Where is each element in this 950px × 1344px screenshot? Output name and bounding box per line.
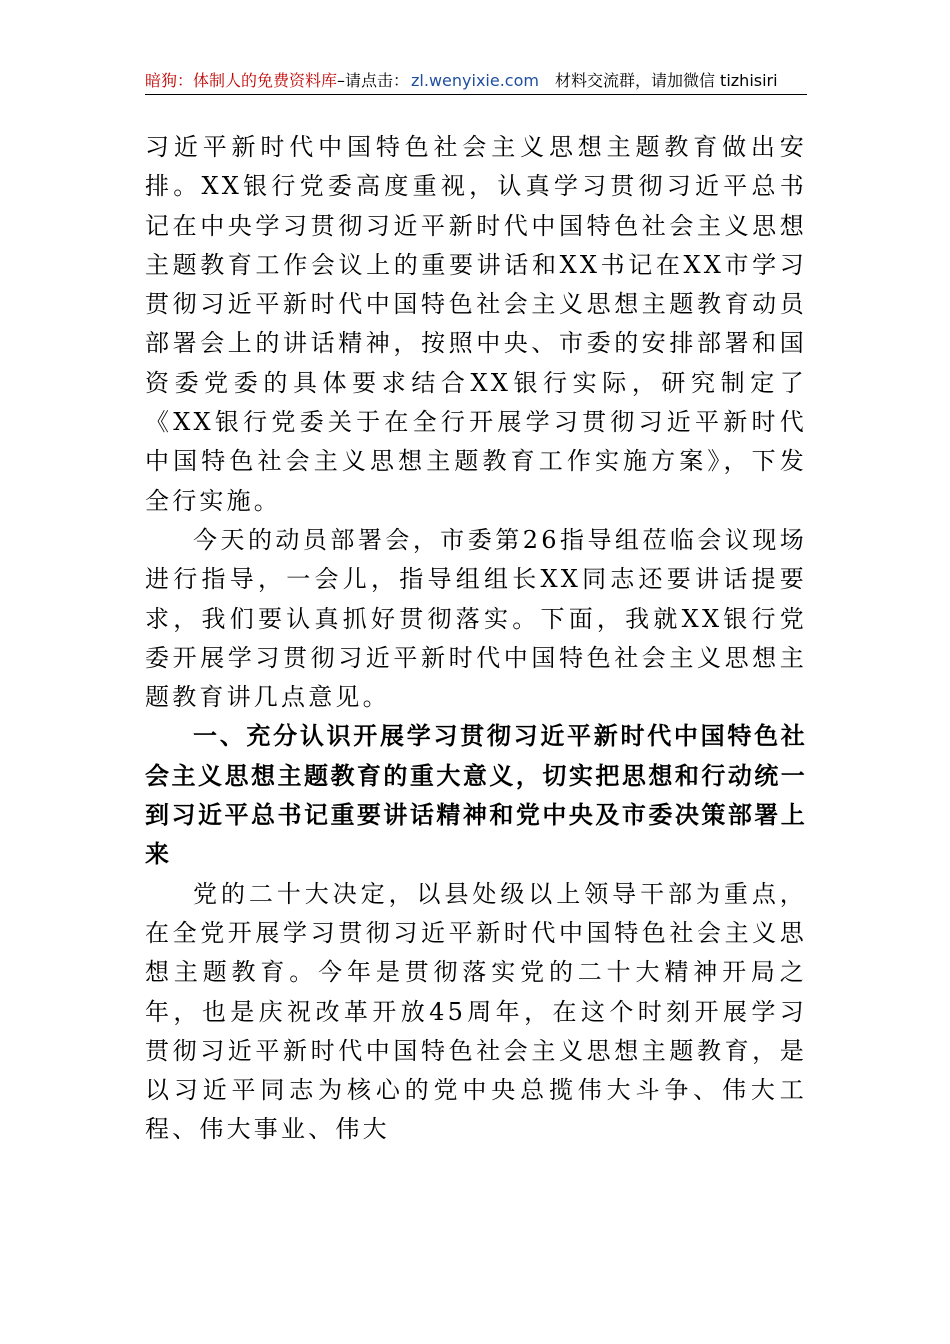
section-heading: 一、充分认识开展学习贯彻习近平新时代中国特色社会主义思想主题教育的重大意义，切实把思想和行动统一到习近平总书记重要讲话精神和党中央及市委决策部署上来 — [145, 722, 807, 869]
header-group-note: 材料交流群，请加微信 tizhisiri — [554, 71, 778, 90]
page-header — [145, 68, 807, 95]
document-body — [145, 128, 807, 1150]
header-website-link[interactable]: zl.wenyixie.com — [411, 71, 539, 90]
body-paragraph: 今天的动员部署会，市委第26指导组莅临会议现场进行指导，一会儿，指导组组长XX同志还要讲话提要求，我们要认真抓好贯彻落实。下面，我就XX银行党委开展学习贯彻习近平新时代中国特色社会主义思想主题教育讲几点意见。 — [145, 525, 807, 712]
body-paragraph: 习近平新时代中国特色社会主义思想主题教育做出安排。XX银行党委高度重视，认真学习贯彻习近平总书记在中央学习贯彻习近平新时代中国特色社会主义思想主题教育工作会议上的重要讲话和XX书记在XX市学习贯彻习近平新时代中国特色社会主义思想主题教育动员部署会上的讲话精神，按照中央、市委的安排部署和国资委党委的具体要求结合XX银行实际，研究制定了《XX银行党委关于在全行开展学习贯彻习近平新时代中国特色社会主义思想主题教育工作实施方案》，下发全行实施。 — [145, 133, 807, 515]
header-prompt-text: –请点击： — [337, 71, 410, 90]
section-paragraph: 党的二十大决定，以县处级以上领导干部为重点，在全党开展学习贯彻习近平新时代中国特色社会主义思想主题教育。今年是贯彻落实党的二十大精神开局之年，也是庆祝改革开放45周年，在这个时刻开展学习贯彻习近平新时代中国特色社会主义思想主题教育，是以习近平同志为核心的党中央总揽伟大斗争、伟大工程、伟大事业、伟大 — [145, 879, 807, 1144]
header-brand-text: 暗狗：体制人的免费资料库 — [145, 71, 338, 90]
